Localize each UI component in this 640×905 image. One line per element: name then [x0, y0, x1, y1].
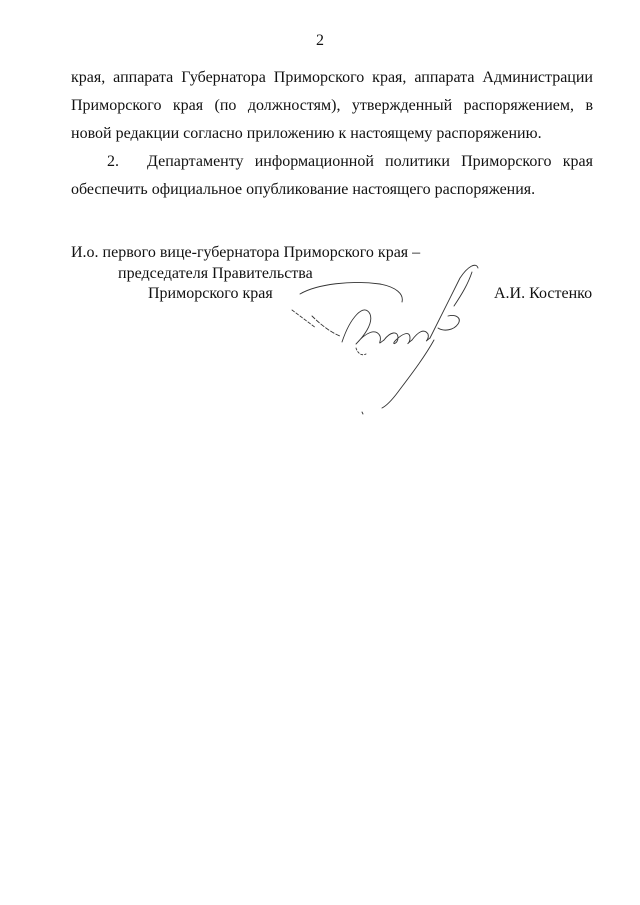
paragraph-item-2 — [71, 148, 593, 204]
handwritten-signature-icon — [272, 258, 502, 418]
signer-title-line-1: И.о. первого вице-губернатора Приморского края – — [71, 244, 421, 261]
document-body — [71, 64, 593, 204]
item-text: Департаменту информационной политики Приморского края обеспечить официальное опубликование настоящего распоряжения. — [71, 153, 593, 198]
signer-title-line-3: Приморского края — [148, 285, 273, 302]
page-number: 2 — [316, 32, 324, 49]
paragraph-continuation: края, аппарата Губернатора Приморского края, аппарата Администрации Приморского края (по должностям), утвержденный распоряжением, в новой редакции согласно приложению к настоящему распоряжению. — [71, 69, 593, 142]
item-number: 2. — [107, 153, 119, 170]
signer-name: А.И. Костенко — [494, 285, 593, 302]
signer-title-line-2: председателя Правительства — [118, 265, 313, 282]
